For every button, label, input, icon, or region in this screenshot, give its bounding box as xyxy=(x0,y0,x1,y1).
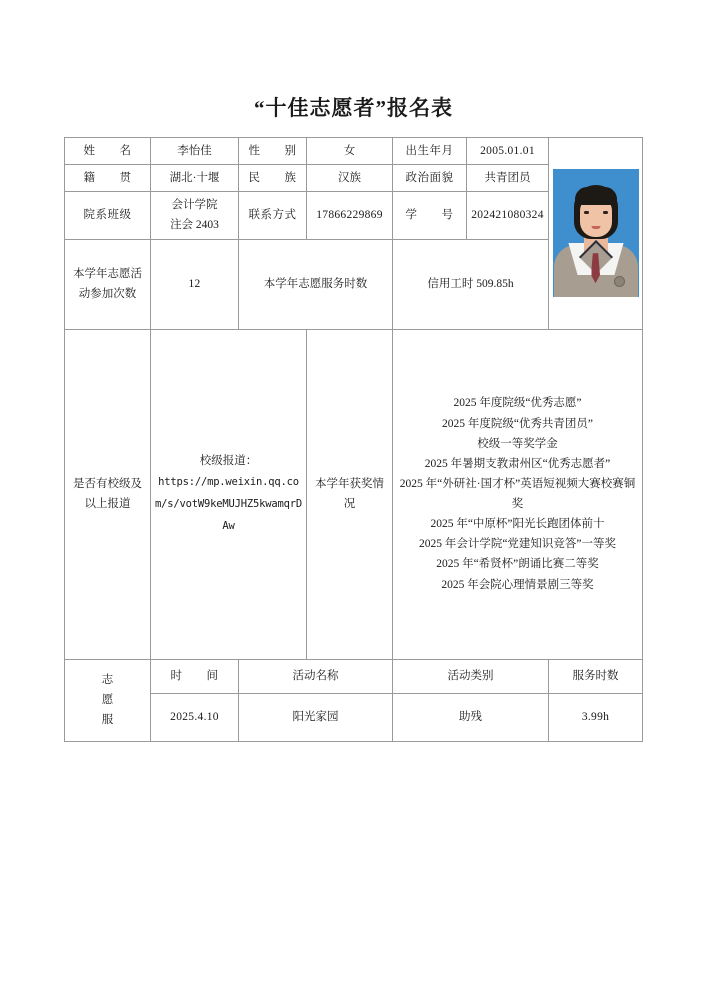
column-header-service-hours: 服务时数 xyxy=(549,659,643,693)
avatar xyxy=(553,169,639,297)
page-title: “十佳志愿者”报名表 xyxy=(254,96,453,120)
cell-service-category: 助残 xyxy=(393,693,549,741)
avatar-badge xyxy=(614,276,625,287)
department-line: 会计学院 xyxy=(171,199,218,212)
award-item: 2025 年“中原杯”阳光长跑团体前十 xyxy=(430,518,605,531)
cell-service-hours: 3.99h xyxy=(549,693,643,741)
value-contact: 17866229869 xyxy=(307,192,393,239)
value-student-id: 202421080324 xyxy=(467,192,549,239)
report-prefix: 校级报道： xyxy=(199,454,258,467)
value-gender: 女 xyxy=(307,138,393,165)
column-header-activity-category: 活动类别 xyxy=(393,659,549,693)
label-service-hours: 本学年志愿服务时数 xyxy=(239,239,393,329)
award-item: 2025 年会院心理情景剧三等奖 xyxy=(441,578,594,591)
award-item: 2025 年“希贤杯”朗诵比赛二等奖 xyxy=(436,558,599,571)
avatar-eye-right xyxy=(603,211,608,214)
value-awards-list xyxy=(393,329,643,659)
award-item: 2025 年“外研社·国才杯”英语短视频大赛校赛铜奖 xyxy=(399,477,636,510)
value-media-report xyxy=(151,329,307,659)
vertical-char: 服 xyxy=(101,714,114,727)
avatar-eye-left xyxy=(584,211,589,214)
vertical-char: 志 xyxy=(101,673,114,686)
table-row-report-awards xyxy=(65,329,643,659)
column-header-activity-name: 活动名称 xyxy=(239,659,393,693)
table-row-basic-1 xyxy=(65,138,643,165)
value-birth: 2005.01.01 xyxy=(467,138,549,165)
label-activity-count: 本学年志愿活动参加次数 xyxy=(65,239,151,329)
avatar-fringe xyxy=(575,187,617,205)
award-item: 校级一等奖学金 xyxy=(477,437,558,450)
value-service-hours: 信用工时 509.85h xyxy=(393,239,549,329)
label-gender: 性 别 xyxy=(239,138,307,165)
report-url[interactable]: https://mp.weixin.qq.com/s/votW9keMUJHZ5kwamqrDAw xyxy=(155,475,302,533)
award-item: 2025 年暑期支教肃州区“优秀志愿者” xyxy=(424,457,611,470)
registration-form-table xyxy=(64,137,643,742)
value-activity-count: 12 xyxy=(151,239,239,329)
value-department-class xyxy=(151,192,239,239)
label-birth: 出生年月 xyxy=(393,138,467,165)
class-line: 注会 2403 xyxy=(170,219,219,232)
value-name: 李怡佳 xyxy=(151,138,239,165)
vertical-char: 愿 xyxy=(101,693,114,706)
award-item: 2025 年会计学院“党建知识竞答”一等奖 xyxy=(418,538,617,551)
label-student-id: 学 号 xyxy=(393,192,467,239)
award-item: 2025 年度院级“优秀志愿” xyxy=(453,397,582,410)
cell-service-activity: 阳光家园 xyxy=(239,693,393,741)
value-native-place: 湖北·十堰 xyxy=(151,165,239,192)
table-row-service-header xyxy=(65,659,643,693)
label-native-place: 籍 贯 xyxy=(65,165,151,192)
label-media-report: 是否有校级及以上报道 xyxy=(65,329,151,659)
label-ethnicity: 民 族 xyxy=(239,165,307,192)
label-political-status: 政治面貌 xyxy=(393,165,467,192)
photo-cell xyxy=(549,138,643,330)
label-department-class: 院系班级 xyxy=(65,192,151,239)
table-row-service-entry xyxy=(65,693,643,741)
value-ethnicity: 汉族 xyxy=(307,165,393,192)
award-item: 2025 年度院级“优秀共青团员” xyxy=(441,417,594,430)
label-contact: 联系方式 xyxy=(239,192,307,239)
cell-service-date: 2025.4.10 xyxy=(151,693,239,741)
label-volunteer-service xyxy=(65,659,151,741)
value-political-status: 共青团员 xyxy=(467,165,549,192)
label-awards: 本学年获奖情况 xyxy=(307,329,393,659)
column-header-time: 时 间 xyxy=(151,659,239,693)
label-name: 姓 名 xyxy=(65,138,151,165)
